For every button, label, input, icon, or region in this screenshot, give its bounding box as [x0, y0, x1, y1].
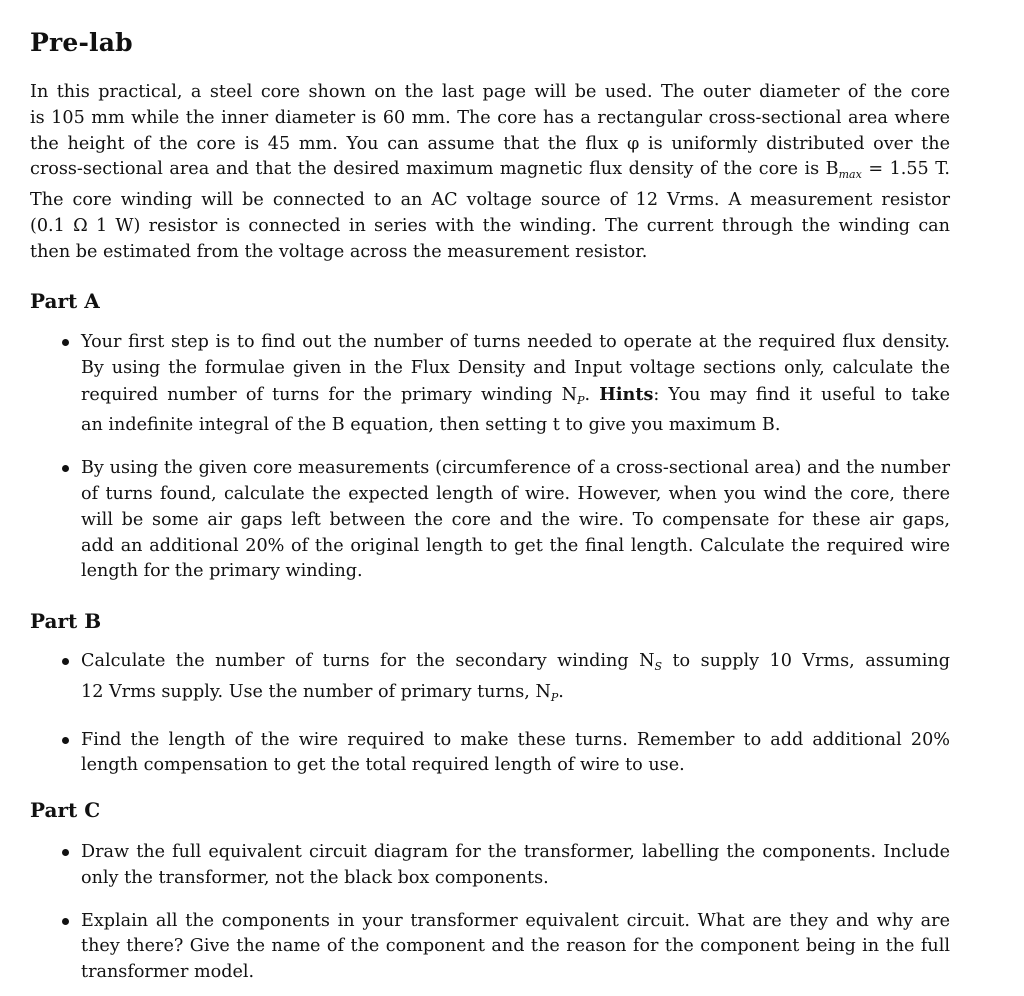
- item-line: Your first step is to find out the number of turns needed to operate at the required flux density.: [81, 332, 950, 352]
- bmax-value: = 1.55 T.: [861, 159, 950, 180]
- page-title: Pre-lab: [30, 28, 133, 57]
- item-text: required number of turns for the primary winding N: [81, 384, 578, 405]
- intro-paragraph: [30, 80, 950, 266]
- item-line: By using the formulae given in the Flux Density and Input voltage sections only, calculate the: [81, 357, 950, 378]
- item-line: add an additional 20% of the original length to get the final length. Calculate the required wire: [81, 535, 950, 556]
- intro-line-text: cross-sectional area and that the desired maximum magnetic flux density of the core is B: [30, 159, 839, 180]
- item-line: [81, 649, 950, 680]
- item-text: to supply 10 Vrms, assuming: [662, 651, 950, 671]
- item-line: they there? Give the name of the component and the reason for the component being in the full: [81, 936, 950, 957]
- item-line: Draw the full equivalent circuit diagram for the transformer, labelling the components. Include: [81, 842, 950, 862]
- bullet-icon: [62, 465, 69, 472]
- item-line: By using the given core measurements (circumference of a cross-sectional area) and the number: [81, 458, 950, 479]
- item-line: Explain all the components in your transformer equivalent circuit. What are they and why are: [81, 910, 950, 931]
- item-line: will be some air gaps left between the core and the wire. To compensate for these air gaps,: [81, 509, 950, 530]
- ns-subscript: S: [654, 660, 663, 673]
- item-line: Find the length of the wire required to make these turns. Remember to add additional 20%: [81, 729, 950, 750]
- part-a-list: [60, 330, 950, 585]
- list-item: [60, 909, 950, 986]
- part-c-heading: Part C: [30, 798, 101, 822]
- bullet-icon: [62, 849, 69, 856]
- list-item: [60, 456, 950, 585]
- part-c-list: [60, 840, 950, 986]
- item-text: .: [558, 681, 564, 702]
- bullet-icon: [62, 339, 69, 346]
- item-line: [81, 382, 950, 414]
- item-line: transformer model.: [81, 962, 255, 983]
- intro-line: (0.1 Ω 1 W) resistor is connected in series with the winding. The current through the winding can: [30, 215, 950, 236]
- item-line: length for the primary winding.: [81, 561, 363, 582]
- bmax-subscript: max: [838, 168, 862, 182]
- hints-label: Hints: [599, 383, 654, 405]
- item-text: .: [584, 384, 600, 405]
- part-a-heading: Part A: [30, 289, 100, 313]
- item-line: [81, 680, 950, 711]
- intro-line: is 105 mm while the inner diameter is 60 mm. The core has a rectangular cross-sectional area where: [30, 107, 950, 128]
- list-item: [60, 840, 950, 892]
- part-b-list: [60, 649, 950, 779]
- intro-line-bmax: [30, 157, 950, 188]
- np-subscript: P: [550, 690, 559, 704]
- intro-line: The core winding will be connected to an AC voltage source of 12 Vrms. A measurement resistor: [30, 190, 950, 211]
- part-b-heading: Part B: [30, 609, 102, 633]
- item-text: 12 Vrms supply. Use the number of primary turns, N: [81, 681, 551, 702]
- bullet-icon: [62, 918, 69, 925]
- bullet-icon: [62, 737, 69, 744]
- np-subscript: P: [577, 393, 585, 407]
- intro-line: In this practical, a steel core shown on the last page will be used. The outer diameter of the core: [30, 82, 950, 102]
- item-line: of turns found, calculate the expected length of wire. However, when you wind the core, there: [81, 483, 950, 504]
- item-text: Calculate the number of turns for the secondary winding N: [81, 651, 655, 671]
- item-line: only the transformer, not the black box components.: [81, 867, 549, 888]
- item-line: length compensation to get the total required length of wire to use.: [81, 755, 685, 776]
- list-item: [60, 649, 950, 711]
- intro-line: the height of the core is 45 mm. You can assume that the flux φ is uniformly distributed over the: [30, 133, 950, 154]
- list-item: [60, 330, 950, 439]
- list-item: [60, 728, 950, 780]
- item-text: : You may find it useful to take: [653, 384, 950, 405]
- bullet-icon: [62, 658, 69, 665]
- item-line: an indefinite integral of the B equation, then setting t to give you maximum B.: [81, 415, 781, 436]
- intro-line: then be estimated from the voltage across the measurement resistor.: [30, 241, 648, 262]
